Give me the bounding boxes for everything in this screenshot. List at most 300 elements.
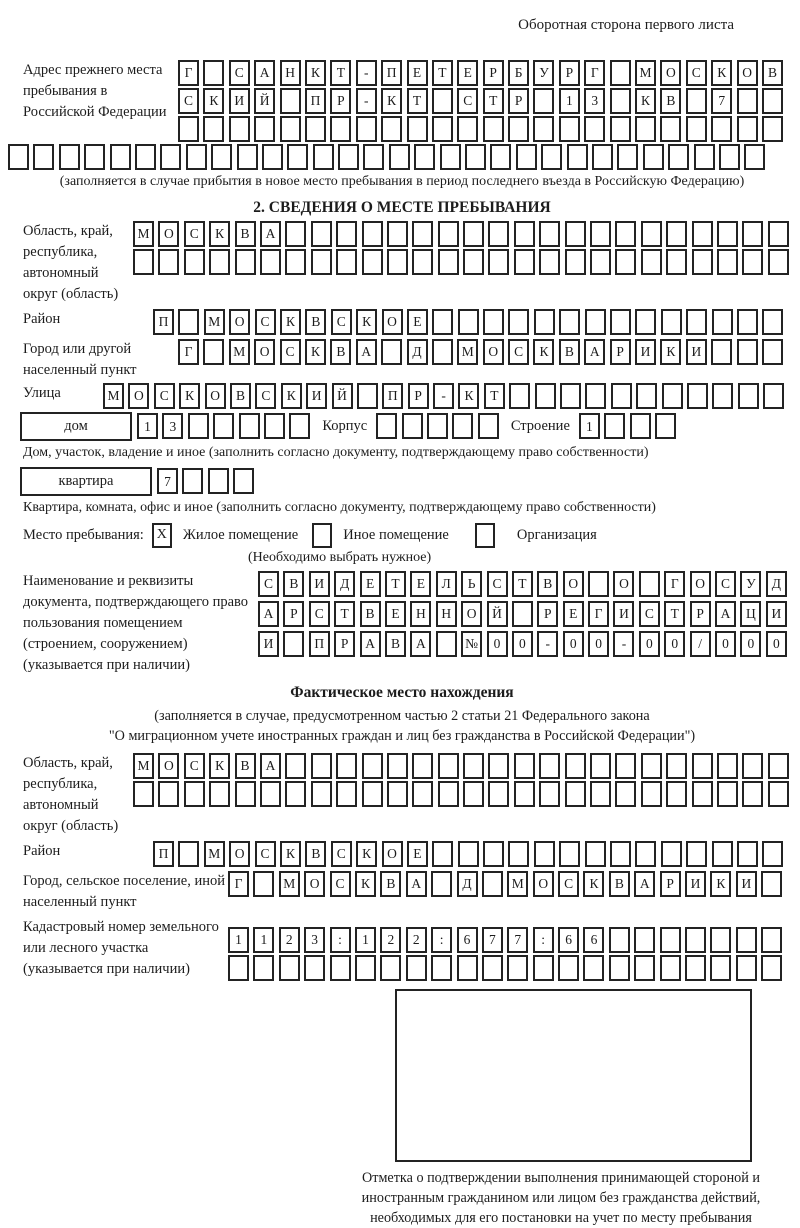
char-cell xyxy=(356,116,377,142)
region-field xyxy=(8,221,796,305)
char-cell: О xyxy=(382,841,403,867)
char-cell: М xyxy=(103,383,124,409)
char-cell xyxy=(560,383,581,409)
char-cell: И xyxy=(306,383,327,409)
char-cell: С xyxy=(309,601,330,627)
char-cell: С xyxy=(558,871,579,897)
city-label: Город или другой населенный пункт xyxy=(23,340,137,378)
char-cell xyxy=(590,781,611,807)
char-cell: С xyxy=(255,309,276,335)
char-cell: И xyxy=(613,601,634,627)
section3-title: Фактическое место нахождения xyxy=(290,683,514,701)
char-cell xyxy=(432,88,453,114)
char-cell xyxy=(609,927,630,953)
char-cell: 2 xyxy=(380,927,401,953)
char-cell xyxy=(711,339,732,365)
char-cell: М xyxy=(507,871,528,897)
char-cell xyxy=(737,88,758,114)
char-cell: Е xyxy=(457,60,478,86)
char-cell: О xyxy=(563,571,584,597)
char-cell xyxy=(736,955,757,981)
char-cell xyxy=(287,144,308,170)
char-cell xyxy=(539,249,560,275)
char-cell xyxy=(184,781,205,807)
char-cell xyxy=(160,144,181,170)
char-cell: О xyxy=(483,339,504,365)
char-cell xyxy=(438,249,459,275)
char-cell xyxy=(285,249,306,275)
apartment-field-box: квартира xyxy=(20,467,152,496)
char-cell: Г xyxy=(664,571,685,597)
char-cell: О xyxy=(128,383,149,409)
house-number-boxes xyxy=(137,413,310,439)
char-cell xyxy=(685,955,706,981)
char-cell xyxy=(186,144,207,170)
char-cell: С xyxy=(280,339,301,365)
char-cell xyxy=(184,249,205,275)
char-cell xyxy=(559,309,580,335)
char-cell: Т xyxy=(432,60,453,86)
char-cell xyxy=(488,221,509,247)
prev-address-label: Адрес прежнего места пребывания в Российской Федерации xyxy=(23,62,167,120)
char-cell xyxy=(427,413,448,439)
char-cell: Т xyxy=(385,571,406,597)
char-cell xyxy=(692,249,713,275)
char-cell xyxy=(559,841,580,867)
char-cell xyxy=(514,249,535,275)
char-cell xyxy=(509,383,530,409)
char-cell: К xyxy=(280,841,301,867)
apartment-caption: Квартира, комната, офис и иное (заполнить согласно документу, подтверждающему право собственности) xyxy=(23,499,656,515)
char-cell xyxy=(686,116,707,142)
char-cell xyxy=(336,781,357,807)
char-cell: Т xyxy=(484,383,505,409)
char-cell xyxy=(710,955,731,981)
char-cell xyxy=(387,249,408,275)
char-cell xyxy=(610,88,631,114)
char-cell xyxy=(661,841,682,867)
char-cell xyxy=(514,221,535,247)
char-cell xyxy=(362,753,383,779)
char-cell xyxy=(762,841,783,867)
char-cell: С xyxy=(331,841,352,867)
char-cell xyxy=(508,841,529,867)
char-cell: Е xyxy=(385,601,406,627)
char-cell: О xyxy=(737,60,758,86)
char-cell: 1 xyxy=(253,927,274,953)
char-cell: С xyxy=(154,383,175,409)
char-cell xyxy=(254,116,275,142)
char-cell xyxy=(440,144,461,170)
char-box-row xyxy=(103,383,784,409)
char-cell: А xyxy=(406,871,427,897)
char-cell: 6 xyxy=(558,927,579,953)
char-cell: Е xyxy=(360,571,381,597)
char-cell xyxy=(381,339,402,365)
stroenie-boxes xyxy=(579,413,676,439)
char-cell: К xyxy=(710,871,731,897)
char-cell xyxy=(761,871,782,897)
char-cell xyxy=(539,221,560,247)
char-cell: Е xyxy=(407,309,428,335)
char-cell xyxy=(641,753,662,779)
city3-field xyxy=(8,871,796,913)
char-cell xyxy=(213,413,234,439)
char-cell: О xyxy=(613,571,634,597)
char-cell: П xyxy=(153,841,174,867)
char-cell xyxy=(610,309,631,335)
char-box-row xyxy=(228,871,782,897)
char-cell xyxy=(458,309,479,335)
char-cell xyxy=(253,955,274,981)
char-cell: И xyxy=(635,339,656,365)
char-cell xyxy=(209,781,230,807)
char-cell xyxy=(158,781,179,807)
char-cell xyxy=(514,753,535,779)
char-cell xyxy=(717,753,738,779)
char-cell: - xyxy=(613,631,634,657)
char-cell xyxy=(565,781,586,807)
city-field xyxy=(8,339,796,381)
char-cell xyxy=(8,144,29,170)
document-field xyxy=(8,571,796,676)
city3-label: Город, сельское поселение, иной населенный пункт xyxy=(23,872,226,910)
char-box-row xyxy=(258,571,787,597)
char-cell: 3 xyxy=(584,88,605,114)
house-row xyxy=(20,412,796,441)
char-cell xyxy=(110,144,131,170)
stay-type-note: (Необходимо выбрать нужное) xyxy=(248,549,432,565)
stay-type-label: Место пребывания: xyxy=(23,526,144,543)
char-cell xyxy=(239,413,260,439)
char-cell: С xyxy=(331,309,352,335)
char-cell xyxy=(233,468,254,494)
char-cell xyxy=(610,116,631,142)
char-cell: О xyxy=(533,871,554,897)
char-cell xyxy=(457,116,478,142)
char-cell xyxy=(762,116,783,142)
char-cell xyxy=(431,955,452,981)
char-cell: С xyxy=(639,601,660,627)
district3-field xyxy=(8,841,796,867)
char-cell xyxy=(761,955,782,981)
char-cell xyxy=(736,927,757,953)
char-cell: - xyxy=(433,383,454,409)
char-cell: М xyxy=(457,339,478,365)
char-cell: Г xyxy=(228,871,249,897)
char-box-row xyxy=(228,927,782,953)
char-cell xyxy=(635,309,656,335)
char-cell: П xyxy=(309,631,330,657)
char-cell: М xyxy=(204,309,225,335)
char-cell xyxy=(283,631,304,657)
char-cell: И xyxy=(309,571,330,597)
char-cell: 3 xyxy=(304,927,325,953)
char-cell: Р xyxy=(610,339,631,365)
char-cell xyxy=(438,221,459,247)
char-cell: П xyxy=(382,383,403,409)
char-cell: В xyxy=(385,631,406,657)
char-cell: : xyxy=(431,927,452,953)
char-cell xyxy=(285,753,306,779)
char-cell xyxy=(615,249,636,275)
char-cell xyxy=(742,753,763,779)
apartment-row xyxy=(20,467,796,496)
char-cell: О xyxy=(229,841,250,867)
char-cell xyxy=(478,413,499,439)
char-cell xyxy=(380,955,401,981)
char-cell: К xyxy=(711,60,732,86)
char-cell xyxy=(533,955,554,981)
char-cell xyxy=(615,221,636,247)
char-cell xyxy=(432,339,453,365)
char-cell xyxy=(338,144,359,170)
char-cell xyxy=(438,753,459,779)
section3-note-line1: (заполняется в случае, предусмотренном частью 2 статьи 21 Федерального закона xyxy=(154,707,650,724)
char-cell xyxy=(389,144,410,170)
char-cell xyxy=(178,309,199,335)
char-cell xyxy=(590,753,611,779)
char-cell: 1 xyxy=(228,927,249,953)
char-cell xyxy=(362,221,383,247)
char-cell: К xyxy=(281,383,302,409)
char-cell xyxy=(203,60,224,86)
char-cell: 1 xyxy=(355,927,376,953)
char-cell: Л xyxy=(436,571,457,597)
char-cell xyxy=(228,955,249,981)
char-cell: И xyxy=(766,601,787,627)
char-cell xyxy=(313,144,334,170)
char-cell xyxy=(508,116,529,142)
char-cell xyxy=(412,781,433,807)
char-cell xyxy=(585,309,606,335)
char-cell xyxy=(490,144,511,170)
char-cell xyxy=(762,309,783,335)
char-cell xyxy=(539,781,560,807)
char-cell xyxy=(402,413,423,439)
section3-note-line2: "О миграционном учете иностранных граждан и лиц без гражданства в Российской Федерации") xyxy=(108,728,696,745)
char-cell: Р xyxy=(690,601,711,627)
char-cell: У xyxy=(533,60,554,86)
char-cell xyxy=(761,927,782,953)
char-cell xyxy=(253,871,274,897)
char-cell xyxy=(305,116,326,142)
char-cell: А xyxy=(356,339,377,365)
char-cell xyxy=(655,413,676,439)
char-cell xyxy=(279,955,300,981)
char-cell: Р xyxy=(559,60,580,86)
char-cell: В xyxy=(305,841,326,867)
char-cell: 0 xyxy=(563,631,584,657)
char-cell xyxy=(488,753,509,779)
char-cell: М xyxy=(279,871,300,897)
char-cell xyxy=(412,753,433,779)
char-cell: 0 xyxy=(715,631,736,657)
char-cell: Т xyxy=(334,601,355,627)
char-cell: Т xyxy=(330,60,351,86)
char-cell xyxy=(463,249,484,275)
char-cell: 0 xyxy=(766,631,787,657)
char-cell xyxy=(660,116,681,142)
char-cell xyxy=(686,88,707,114)
char-cell xyxy=(237,144,258,170)
char-cell xyxy=(178,841,199,867)
section3-note xyxy=(8,706,796,747)
region3-field xyxy=(8,753,796,837)
char-cell: № xyxy=(461,631,482,657)
char-cell: М xyxy=(635,60,656,86)
char-cell xyxy=(362,781,383,807)
char-cell xyxy=(188,413,209,439)
char-cell: И xyxy=(686,339,707,365)
char-cell xyxy=(737,309,758,335)
char-box-row xyxy=(178,339,783,365)
char-cell: - xyxy=(356,88,377,114)
char-box-row xyxy=(258,601,787,627)
char-cell: 0 xyxy=(588,631,609,657)
char-box-row xyxy=(258,631,787,657)
char-cell xyxy=(567,144,588,170)
char-cell: К xyxy=(209,221,230,247)
char-cell xyxy=(635,116,656,142)
char-cell xyxy=(33,144,54,170)
char-cell xyxy=(641,249,662,275)
char-cell: Й xyxy=(332,383,353,409)
char-cell xyxy=(634,955,655,981)
char-cell: И xyxy=(229,88,250,114)
prev-address-overflow-row xyxy=(8,144,796,170)
char-cell: Й xyxy=(487,601,508,627)
char-cell: - xyxy=(537,631,558,657)
char-cell: Р xyxy=(334,631,355,657)
stay-type-row xyxy=(8,523,796,548)
street-field xyxy=(8,383,796,409)
char-cell xyxy=(412,221,433,247)
char-cell xyxy=(609,955,630,981)
char-cell xyxy=(533,116,554,142)
char-cell xyxy=(666,249,687,275)
char-cell xyxy=(436,631,457,657)
char-cell xyxy=(59,144,80,170)
char-cell: М xyxy=(133,221,154,247)
char-cell: Е xyxy=(407,60,428,86)
char-cell xyxy=(534,309,555,335)
char-cell: 0 xyxy=(487,631,508,657)
char-cell: 7 xyxy=(711,88,732,114)
char-cell xyxy=(264,413,285,439)
char-cell xyxy=(666,221,687,247)
char-cell: Е xyxy=(407,841,428,867)
char-cell: В xyxy=(283,571,304,597)
char-cell: О xyxy=(382,309,403,335)
char-cell xyxy=(742,781,763,807)
char-cell xyxy=(133,781,154,807)
char-cell xyxy=(235,781,256,807)
char-cell xyxy=(590,221,611,247)
char-cell: К xyxy=(355,871,376,897)
char-cell xyxy=(592,144,613,170)
stay-type-checkbox-residential: X xyxy=(152,523,172,548)
char-cell xyxy=(742,221,763,247)
char-cell: Р xyxy=(483,60,504,86)
char-cell xyxy=(432,841,453,867)
char-cell xyxy=(737,841,758,867)
char-cell: Д xyxy=(407,339,428,365)
char-box-row xyxy=(178,88,783,114)
char-cell xyxy=(414,144,435,170)
char-cell xyxy=(558,955,579,981)
char-cell: О xyxy=(690,571,711,597)
char-cell xyxy=(387,753,408,779)
char-cell: К xyxy=(203,88,224,114)
char-cell: 0 xyxy=(639,631,660,657)
char-cell xyxy=(768,221,789,247)
char-cell: А xyxy=(410,631,431,657)
char-cell: 7 xyxy=(507,927,528,953)
char-cell xyxy=(641,781,662,807)
char-cell xyxy=(694,144,715,170)
char-cell: О xyxy=(660,60,681,86)
char-cell: М xyxy=(204,841,225,867)
char-cell: К xyxy=(280,309,301,335)
char-cell xyxy=(483,116,504,142)
char-cell: Ь xyxy=(461,571,482,597)
char-cell xyxy=(488,781,509,807)
char-cell: П xyxy=(153,309,174,335)
char-cell: В xyxy=(660,88,681,114)
char-cell xyxy=(355,955,376,981)
char-cell: 1 xyxy=(579,413,600,439)
char-cell xyxy=(763,383,784,409)
char-cell xyxy=(135,144,156,170)
char-cell xyxy=(133,249,154,275)
char-cell xyxy=(304,955,325,981)
char-cell xyxy=(482,955,503,981)
char-cell: К xyxy=(356,841,377,867)
char-cell xyxy=(260,781,281,807)
region-label: Область, край, республика, автономный округ (область) xyxy=(23,222,119,302)
char-cell xyxy=(407,116,428,142)
char-cell: - xyxy=(356,60,377,86)
char-cell xyxy=(512,601,533,627)
char-cell: / xyxy=(690,631,711,657)
confirmation-mark-box xyxy=(395,989,752,1162)
char-cell xyxy=(483,309,504,335)
char-cell: 2 xyxy=(279,927,300,953)
char-box-row xyxy=(178,60,783,86)
char-cell xyxy=(483,841,504,867)
char-cell: Р xyxy=(508,88,529,114)
char-cell: И xyxy=(258,631,279,657)
cadastre-label: Кадастровый номер земельного или лесного участка (указывается при наличии) xyxy=(23,918,219,977)
char-cell: К xyxy=(635,88,656,114)
char-cell: О xyxy=(229,309,250,335)
char-cell xyxy=(711,116,732,142)
char-cell: У xyxy=(740,571,761,597)
char-cell: С xyxy=(255,383,276,409)
char-cell: К xyxy=(381,88,402,114)
char-cell: К xyxy=(356,309,377,335)
char-cell: К xyxy=(179,383,200,409)
char-cell xyxy=(311,753,332,779)
stay-type-checkbox-organization xyxy=(475,523,495,548)
char-cell xyxy=(692,221,713,247)
char-cell xyxy=(737,116,758,142)
char-cell xyxy=(668,144,689,170)
char-cell xyxy=(768,781,789,807)
char-cell xyxy=(516,144,537,170)
char-cell: Е xyxy=(563,601,584,627)
